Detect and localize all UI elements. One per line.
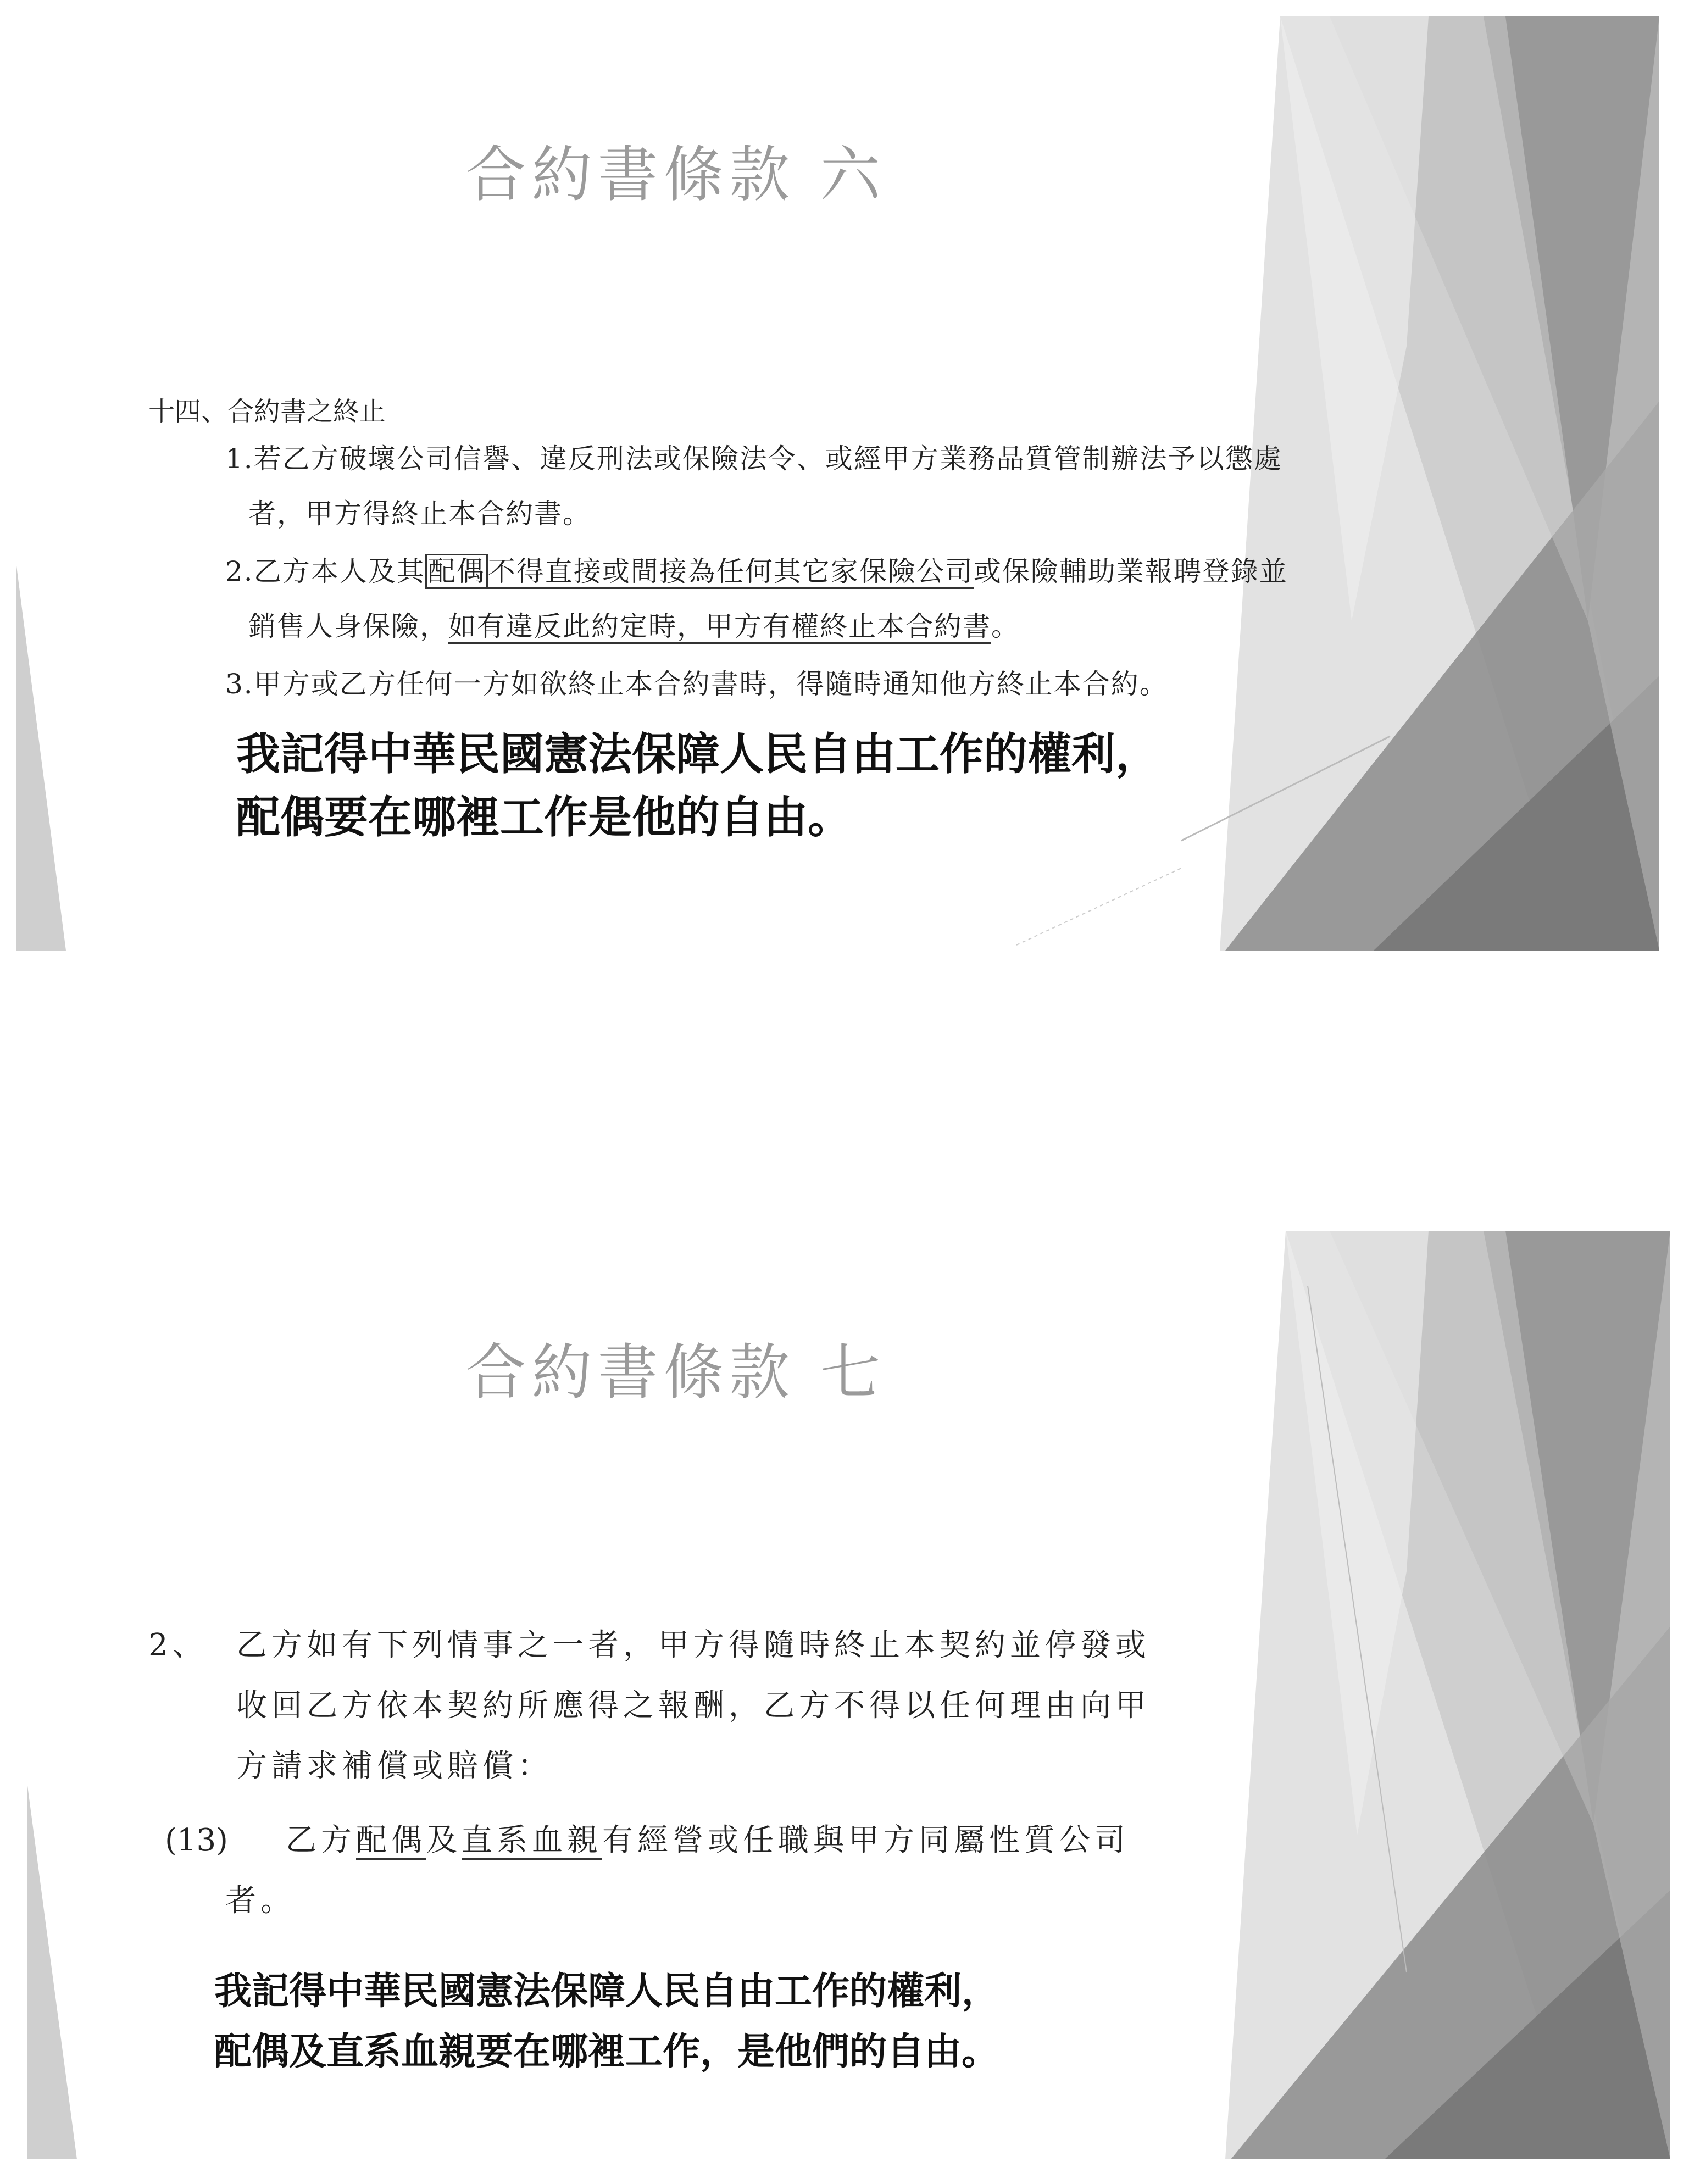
- commentary-remark: [214, 1961, 999, 2082]
- underlined-text: 不得直接或間接為任何其它家保險公司: [488, 555, 974, 589]
- slide-title: 合約書條款 七: [465, 1337, 886, 1408]
- clause-item-3-line-1: 3.甲方或乙方任何一方如欲終止本合約書時，得隨時通知他方終止本合約。: [225, 668, 1168, 700]
- commentary-remark: [236, 723, 1159, 849]
- sub-clause-number: (13): [165, 1822, 228, 1858]
- boxed-highlight: 配偶: [425, 554, 488, 589]
- clause-line-3: 方請求補償或賠償：: [236, 1748, 553, 1784]
- clause-item-2-line-1: [225, 544, 1288, 599]
- clause-item-1: [225, 431, 1282, 541]
- clause-number: 2、: [148, 1627, 208, 1663]
- sub-clause-line-1: [286, 1810, 1130, 1871]
- clause-item-1-line-2: 者，甲方得終止本合約書。: [248, 498, 591, 530]
- underlined-text: 直系血親: [462, 1822, 602, 1860]
- clause-text: 銷售人身保險，: [248, 610, 448, 642]
- section-heading: 十四、合約書之終止: [148, 396, 386, 427]
- slide-clause-seven: [0, 1231, 1689, 2159]
- sub-clause-line-2: 者。: [225, 1883, 296, 1919]
- clause-line-1: 乙方如有下列情事之一者，甲方得隨時終止本契約並停發或: [236, 1627, 1151, 1663]
- clause-item-3: [225, 657, 1168, 712]
- clause-line-2: 收回乙方依本契約所應得之報酬，乙方不得以任何理由向甲: [236, 1688, 1151, 1724]
- sub-clause-body: [225, 1810, 1130, 1931]
- remark-line-1: 我記得中華民國憲法保障人民自由工作的權利，: [236, 729, 1159, 780]
- underlined-text: 如有違反此約定時，甲方有權終止本合約書: [448, 610, 991, 644]
- clause-text: 2.乙方本人及其: [225, 555, 425, 587]
- clause-text: 有經營或任職與甲方同屬性質公司: [602, 1822, 1130, 1858]
- clause-item-1-line-1: 1.若乙方破壞公司信譽、違反刑法或保險法令、或經甲方業務品質管制辦法予以懲處: [225, 443, 1282, 475]
- slide-clause-six: [0, 16, 1689, 951]
- remark-line-2: 配偶要在哪裡工作是他的自由。: [236, 792, 852, 843]
- remark-line-2: 配偶及直系血親要在哪裡工作，是他們的自由。: [214, 2030, 999, 2074]
- remark-line-1: 我記得中華民國憲法保障人民自由工作的權利，: [214, 1970, 999, 2013]
- clause-text: 。: [991, 610, 1020, 642]
- clause-item-2-line-2: [225, 599, 1288, 654]
- underlined-text: 配偶: [356, 1822, 426, 1860]
- clause-body: [236, 1615, 1151, 1797]
- clause-text: 乙方: [286, 1822, 356, 1858]
- clause-item-2: [225, 544, 1288, 654]
- clause-text: 或保險輔助業報聘登錄並: [973, 555, 1288, 587]
- clause-text: 及: [426, 1822, 462, 1858]
- slide-title: 合約書條款 六: [465, 140, 886, 210]
